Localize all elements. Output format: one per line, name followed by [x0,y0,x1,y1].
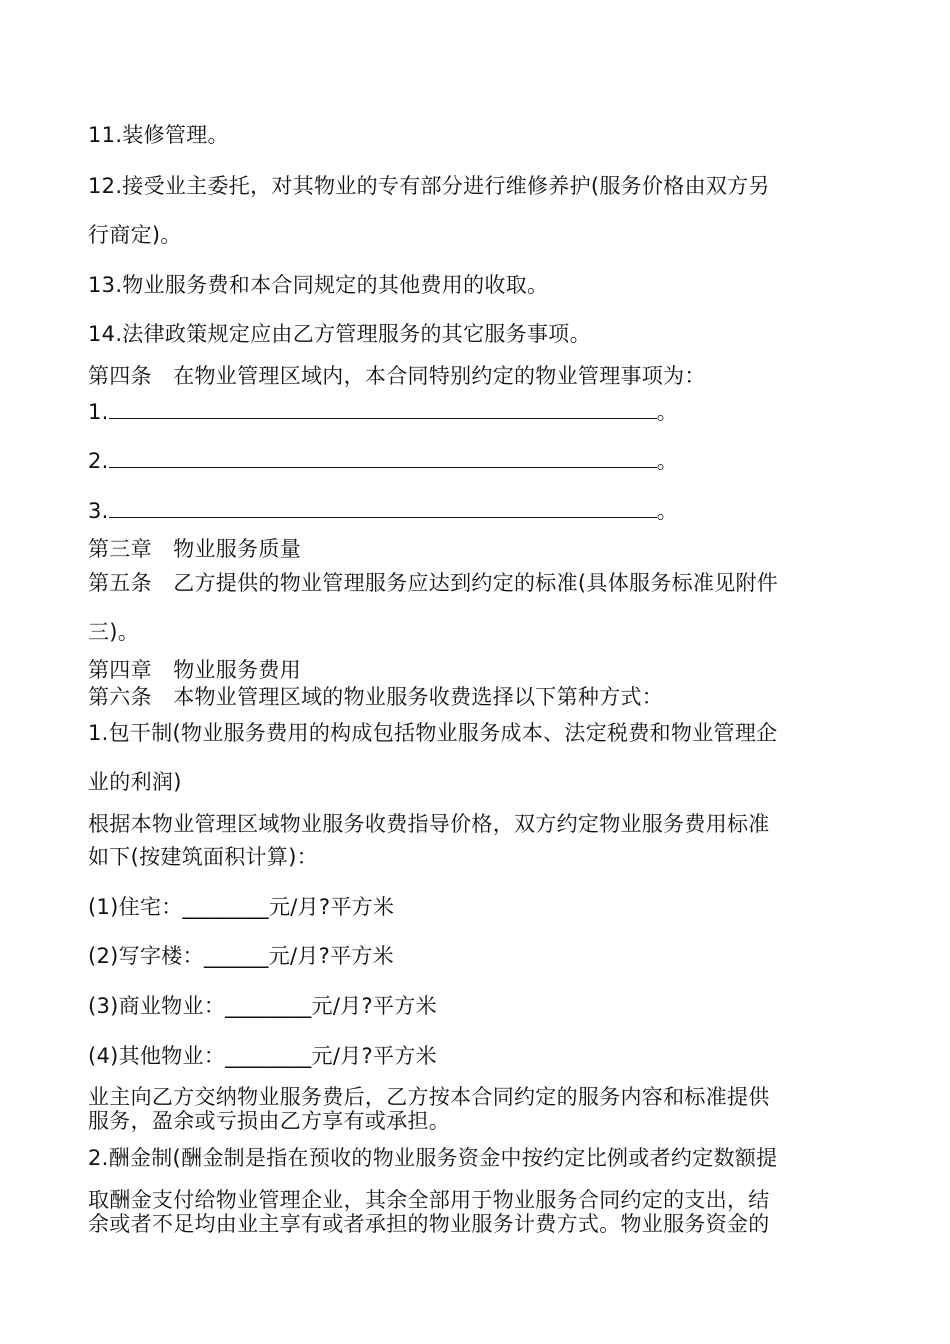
article-6: 第六条 本物业管理区域的物业服务收费选择以下第种方式： [88,685,664,709]
fill-blank [109,449,657,468]
option-2-cont-1: 取酬金支付给物业管理企业，其余全部用于物业服务合同约定的支出，结 [88,1188,770,1212]
fee-other: (4)其他物业：________元/月?平方米 [88,1044,437,1068]
blank-label: 2. [88,449,109,473]
fee-office: (2)写字楼：______元/月?平方米 [88,944,394,968]
blank-end: 。 [656,400,678,424]
option-1-lump-sum: 1.包干制(物业服务费用的构成包括物业服务成本、法定税费和物业管理企 [88,721,778,745]
item-13: 13.物业服务费和本合同规定的其他费用的收取。 [88,273,549,297]
blank-label: 3. [88,499,109,523]
blank-line-3 [88,497,678,525]
blank-line-1 [88,398,678,426]
blank-label: 1. [88,400,109,424]
chapter-4-heading: 第四章 物业服务费用 [88,658,301,682]
fee-paragraph-cont: 如下(按建筑面积计算)： [88,845,318,869]
fee-paragraph: 根据本物业管理区域物业服务收费指导价格，双方约定物业服务费用标准 [88,812,770,836]
article-5: 第五条 乙方提供的物业管理服务应达到约定的标准(具体服务标准见附件 [88,571,779,595]
article-5-cont: 三)。 [88,620,140,644]
blank-end: 。 [656,499,678,523]
item-14: 14.法律政策规定应由乙方管理服务的其它服务事项。 [88,322,591,346]
surplus-paragraph: 业主向乙方交纳物业服务费后，乙方按本合同约定的服务内容和标准提供 [88,1085,770,1109]
option-2-cont-2: 余或者不足均由业主享有或者承担的物业服务计费方式。物业服务资金的 [88,1212,770,1236]
fee-commercial: (3)商业物业：________元/月?平方米 [88,994,437,1018]
item-12-cont: 行商定)。 [88,223,182,247]
fill-blank [109,400,657,419]
chapter-3-heading: 第三章 物业服务质量 [88,537,301,561]
blank-end: 。 [656,449,678,473]
option-1-cont: 业的利润) [88,770,182,794]
article-4: 第四条 在物业管理区域内，本合同特别约定的物业管理事项为： [88,364,706,388]
option-2-commission: 2.酬金制(酬金制是指在预收的物业服务资金中按约定比例或者约定数额提 [88,1146,778,1170]
fill-blank [109,499,657,518]
blank-line-2 [88,447,678,475]
surplus-paragraph-cont: 服务，盈余或亏损由乙方享有或承担。 [88,1109,451,1133]
fee-residential: (1)住宅：________元/月?平方米 [88,895,395,919]
item-12: 12.接受业主委托，对其物业的专有部分进行维修养护(服务价格由双方另 [88,174,770,198]
item-11: 11.装修管理。 [88,123,229,147]
